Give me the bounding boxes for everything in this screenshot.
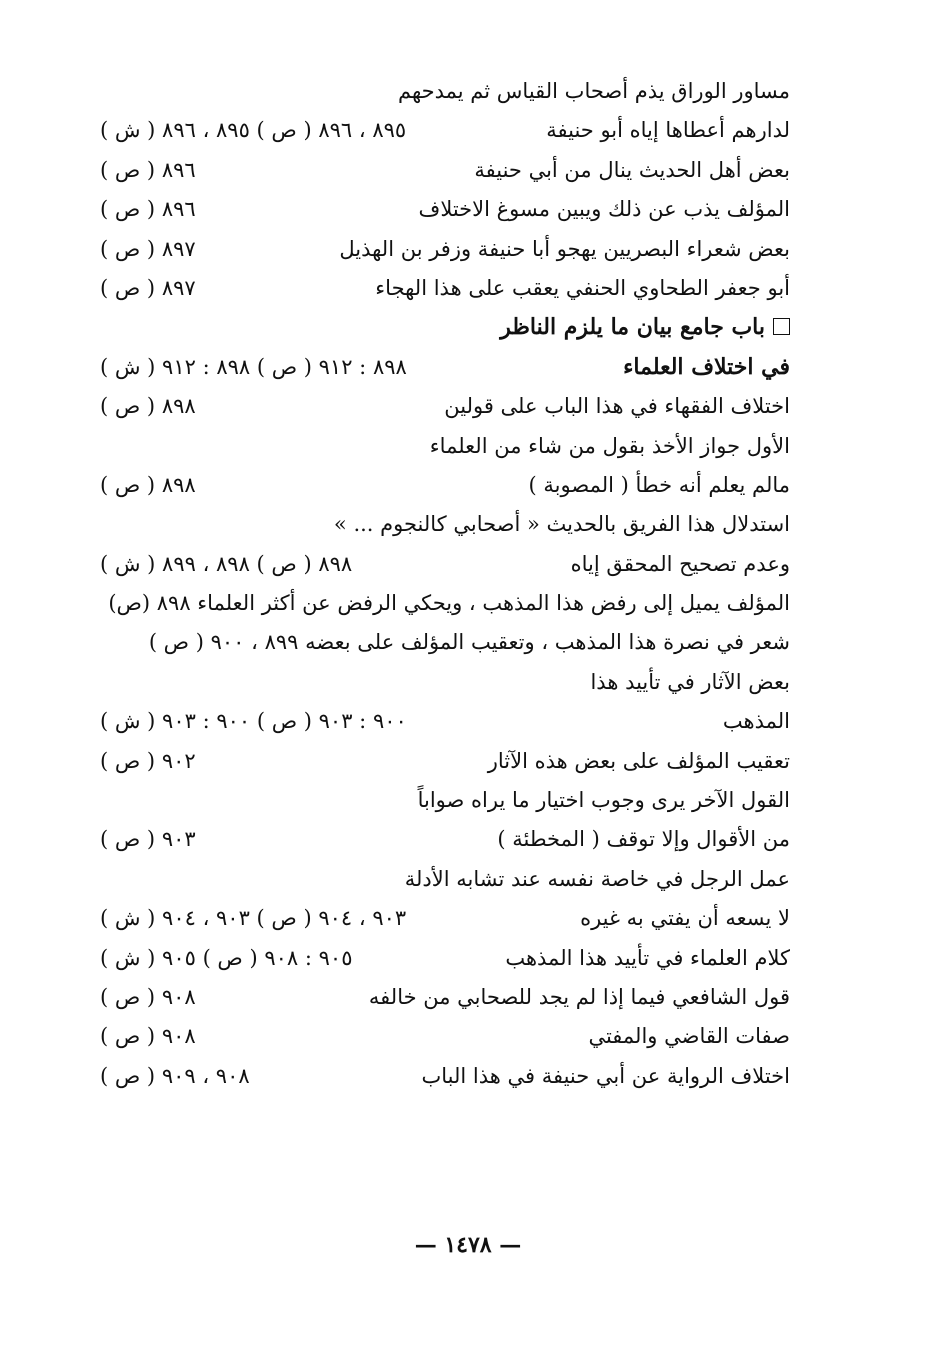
entry-page-ref: ٨٩٦ ( ص ) <box>100 197 196 222</box>
index-entry <box>100 269 790 308</box>
entry-label: بعض أهل الحديث ينال من أبي حنيفة <box>474 157 790 182</box>
entry-page-ref: ٩٠٨ ، ٩٠٩ ( ص ) <box>100 1063 250 1088</box>
index-entry <box>100 663 790 702</box>
entry-text <box>580 899 790 938</box>
index-entry <box>100 72 790 111</box>
entry-text <box>505 939 790 978</box>
entry-page-ref: ٨٩٦ ( ص ) <box>100 157 196 182</box>
entry-page-ref: ٨٩٧ ( ص ) <box>100 275 196 300</box>
entry-page-ref: ٨٩٨ : ٩١٢ ( ص ) ٨٩٨ : ٩١٢ ( ش ) <box>100 354 407 379</box>
entry-page-ref: ٩٠٨ ( ص ) <box>100 984 196 1009</box>
entry-label: من الأقوال وإلا توقف ( المخطئة ) <box>497 827 790 852</box>
index-entry <box>100 781 790 820</box>
entry-page-ref: ٨٩٨ ( ص ) ٨٩٨ ، ٨٩٩ ( ش ) <box>100 551 353 576</box>
entry-text <box>546 111 790 150</box>
section-heading <box>100 348 790 387</box>
index-entry <box>100 1017 790 1056</box>
index-entry <box>100 387 790 426</box>
entry-label: المؤلف يذب عن ذلك ويبين مسوغ الاختلاف <box>418 197 790 222</box>
entry-label: بعض الآثار في تأييد هذا <box>590 669 790 694</box>
entry-text <box>369 978 790 1017</box>
entry-page-ref: ٨٩٥ ، ٨٩٦ ( ص ) ٨٩٥ ، ٨٩٦ ( ش ) <box>100 118 407 143</box>
entry-text <box>149 623 790 662</box>
entry-label: أبو جعفر الطحاوي الحنفي يعقب على هذا الهجاء <box>375 275 790 300</box>
entry-label: استدلال هذا الفريق بالحديث « أصحابي كالنجوم ... » <box>333 512 790 537</box>
index-entry <box>100 623 790 662</box>
entry-text <box>474 151 790 190</box>
entry-text <box>488 742 790 781</box>
entry-label: شعر في نصرة هذا المذهب ، وتعقيب المؤلف على بعضه ٨٩٩ ، ٩٠٠ ( ص ) <box>148 630 790 655</box>
index-entry <box>100 1057 790 1096</box>
section-heading <box>100 308 790 347</box>
entry-label: في اختلاف العلماء <box>623 353 790 380</box>
entry-label: عمل الرجل في خاصة نفسه عند تشابه الأدلة <box>404 866 790 891</box>
entry-text <box>497 820 790 859</box>
square-bullet-icon <box>773 318 790 335</box>
index-entry <box>100 742 790 781</box>
entry-label: لا يسعه أن يفتي به غيره <box>580 906 790 931</box>
entry-label: قول الشافعي فيما إذا لم يجد للصحابي من خالفه <box>368 984 790 1009</box>
entry-text <box>375 269 790 308</box>
entry-text <box>334 505 790 544</box>
entry-text <box>339 230 790 269</box>
entry-text <box>529 466 790 505</box>
entry-text <box>723 702 790 741</box>
entry-text <box>421 1057 790 1096</box>
entry-page-ref: ٨٩٧ ( ص ) <box>100 236 196 261</box>
entry-label: صفات القاضي والمفتي <box>588 1024 790 1049</box>
entry-text <box>108 584 790 623</box>
entry-text <box>444 387 790 426</box>
entry-page-ref: ٨٩٨ ( ص ) <box>100 394 196 419</box>
entry-label: اختلاف الفقهاء في هذا الباب على قولين <box>444 394 790 419</box>
entry-label: لدارهم أعطاها إياه أبو حنيفة <box>546 118 790 143</box>
index-entry <box>100 230 790 269</box>
index-entry <box>100 151 790 190</box>
index-entry <box>100 820 790 859</box>
entry-label: المؤلف يميل إلى رفض هذا المذهب ، ويحكي الرفض عن أكثر العلماء ٨٩٨ (ص) <box>108 591 790 616</box>
entry-text <box>405 860 790 899</box>
entry-page-ref: ٩٠٣ ، ٩٠٤ ( ص ) ٩٠٣ ، ٩٠٤ ( ش ) <box>100 906 407 931</box>
entry-label: تعقيب المؤلف على بعض هذه الآثار <box>487 748 790 773</box>
entry-text <box>623 348 790 387</box>
index-entry <box>100 978 790 1017</box>
entry-page-ref: ٩٠٣ ( ص ) <box>100 827 196 852</box>
index-entry <box>100 427 790 466</box>
entry-page-ref: ٨٩٨ ( ص ) <box>100 472 196 497</box>
entry-label: اختلاف الرواية عن أبي حنيفة في هذا الباب <box>421 1063 790 1088</box>
entry-text <box>430 427 790 466</box>
index-entry <box>100 545 790 584</box>
entry-text <box>571 545 790 584</box>
entry-text <box>419 190 790 229</box>
page-number: — ١٤٧٨ — <box>414 1232 522 1258</box>
entry-label: بعض شعراء البصريين يهجو أبا حنيفة وزفر بن الهذيل <box>339 236 790 261</box>
entry-page-ref: ٩٠٠ : ٩٠٣ ( ص ) ٩٠٠ : ٩٠٣ ( ش ) <box>100 709 407 734</box>
entry-page-ref: ٩٠٥ : ٩٠٨ ( ص ) ٩٠٥ ( ش ) <box>100 945 353 970</box>
entry-label: مالم يعلم أنه خطأ ( المصوبة ) <box>528 472 790 497</box>
entry-text <box>500 308 790 347</box>
index-entry <box>100 860 790 899</box>
index-entry <box>100 702 790 741</box>
index-entry <box>100 466 790 505</box>
entry-label: الأول جواز الأخذ بقول من شاء من العلماء <box>429 433 790 458</box>
index-entry <box>100 505 790 544</box>
entry-label: القول الآخر يرى وجوب اختيار ما يراه صواباً <box>417 788 790 813</box>
entry-page-ref: ٩٠٢ ( ص ) <box>100 748 196 773</box>
entry-text <box>590 663 790 702</box>
entry-label: كلام العلماء في تأييد هذا المذهب <box>505 945 790 970</box>
entry-label: المذهب <box>722 709 790 734</box>
entry-text <box>418 781 790 820</box>
entry-text <box>588 1017 790 1056</box>
entry-label: وعدم تصحيح المحقق إياه <box>570 551 790 576</box>
index-entry <box>100 190 790 229</box>
entry-page-ref: ٩٠٨ ( ص ) <box>100 1024 196 1049</box>
index-entry <box>100 584 790 623</box>
entry-label: باب جامع بيان ما يلزم الناظر <box>500 314 765 341</box>
entry-label: مساور الوراق يذم أصحاب القياس ثم يمدحهم <box>397 79 790 103</box>
index-entry <box>100 939 790 978</box>
index-entries <box>100 72 790 1096</box>
index-entry <box>100 899 790 938</box>
entry-text <box>398 72 790 111</box>
index-entry <box>100 111 790 150</box>
